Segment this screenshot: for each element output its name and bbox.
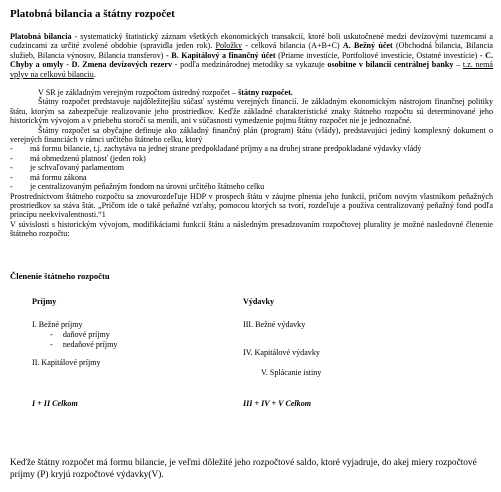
pb-definition: - systematický štatistický záznam všetkých ekonomických transakcií, ktoré boli uskutočnené medzi devízovými tuzemcami a cudzincami za určité zvolené obdobie (spravidla jeden rok). [10, 32, 493, 51]
paragraph-statny-rozpocet: Štátny rozpočet predstavuje najdôležitejšiu súčasť systému verejných financií. Je základným ekonomickým nástrojom finančnej politiky štátu, ktorým sa zabezpečuje realizovanie jeho prostriedkov. Keďže základné charakteristické znaky štátneho rozpočtu sú determinované jeho historickým vývojom a v priebehu storočí sa menili, ani v súčasnosti vymedzenie pojmu štátny rozpočet nie je jednoznačné. [10, 97, 493, 126]
characteristics-list [10, 144, 493, 191]
sr-lead-text: V SR je základným verejným rozpočtom ústredný rozpočet – [38, 88, 239, 98]
paragraph-footer: Keďže štátny rozpočet má formu bilancie, je veľmi dôležité jeho rozpočtové saldo, ktoré vyjadruje, do akej miery rozpočtové príjmy (P) kryjú rozpočtové výdavky(V). [10, 457, 477, 480]
nedanove-prijmy-label: nedaňové príjmy [62, 339, 118, 349]
paragraph-suvislosti: V súvislosti s historickým vývojom, modifikáciami funkcií štátu a následným presadzovaním rozpočtovej plurality je možné nasledovné členenie štátneho rozpočtu: [10, 219, 493, 239]
list-item: - má obmedzenú platnosť (jeden rok) [10, 154, 493, 163]
bezne-vydavky: III. Bežné výdavky [243, 319, 306, 329]
danove-prijmy-label: daňové príjmy [62, 329, 110, 339]
prijmy-heading: Príjmy [32, 296, 57, 306]
bezne-prijmy: I. Bežné príjmy [32, 319, 83, 329]
kapitalove-vydavky: IV. Kapitálové výdavky [243, 347, 320, 357]
zmena-rezerv-label: - D. Zmena devízových rezerv [66, 60, 173, 70]
bezny-ucet-label: A. Bežný účet [342, 41, 393, 51]
list-item: - je centralizovaným peňažným fondom na úrovni určitého štátneho celku [10, 182, 493, 191]
paragraph-prerozdelovanie: Prostredníctvom štátneho rozpočtu sa znovurozdeľuje HDP v prospech štátu v záujme plnenia jeho funkcií, pričom novým vlastníkom peňažných prostriedkov sa stáva štát. „Pričom ide o také peňažné vzťahy, pomocou ktorých sa tvorí, rozdeľuje a používa centralizovaný peňažný fond podľa princípu neekvivalentnosti.“1 [10, 191, 493, 220]
centralna-banka-text: osobitne v bilancii centrálnej banky [327, 60, 454, 70]
paragraph-definicia: Štátny rozpočet sa obyčajne definuje ako základný finančný plán (program) štátu (vlády), predstavujúci jediný komplexný dokument o verejných financiách v rámci určitého štátneho celku, ktorý [10, 125, 493, 145]
bezny-ucet-text: (Obchodná bilancia, Bilancia služieb, Bilancia výnosov, Bilancia transferov) [10, 41, 493, 60]
document-page [10, 6, 493, 490]
chyby-omyly-label: - C. Chyby a omyly [10, 50, 494, 70]
vydavky-total: III + IV + V Celkom [243, 398, 312, 408]
document-title: Platobná bilancia a štátny rozpočet [10, 8, 175, 20]
kapitalovy-ucet-label: - B. Kapitálový a finančný účet [166, 50, 276, 60]
section-title: Členenie štátneho rozpočtu [10, 270, 110, 281]
list-item: - má formu zákona [10, 173, 493, 182]
polozky-label: Položky [215, 41, 242, 51]
kapitalovy-ucet-text: (Priame investície, Portfoliové investície, Ostatné investície) [275, 50, 480, 60]
paragraph-platobna-bilancia [10, 32, 493, 79]
budget-structure [10, 297, 493, 415]
no-impact-text: t.z. nemá vplyv na celkovú bilanciu [10, 60, 493, 79]
zmena-rezerv-text: - podľa medzinárodnej metodiky sa vykazuje [172, 60, 328, 70]
list-item: - má formu bilancie, t.j. zachytáva na jednej strane predpokladané príjmy a na druhej strane predpokladané výdavky vládý [10, 144, 493, 153]
pb-items-text: - celková bilancia (A+B+C) [242, 41, 343, 51]
dash-text: – [453, 60, 463, 70]
nedanove-prijmy: - nedaňové príjmy [50, 339, 118, 349]
statny-rozpocet-term: štátny rozpočet. [238, 88, 293, 98]
period: . [93, 69, 96, 79]
vydavky-heading: Výdavky [243, 296, 275, 306]
term-platobna-bilancia: Platobná bilancia [10, 32, 72, 41]
splacanie-istiny: V. Splácanie istiny [261, 367, 322, 377]
danove-prijmy: - daňové príjmy [50, 329, 110, 339]
list-item: - je schvaľovaný parlamentom [10, 163, 493, 172]
prijmy-total: I + II Celkom [32, 398, 78, 408]
kapitalove-prijmy: II. Kapitálové príjmy [32, 357, 101, 367]
